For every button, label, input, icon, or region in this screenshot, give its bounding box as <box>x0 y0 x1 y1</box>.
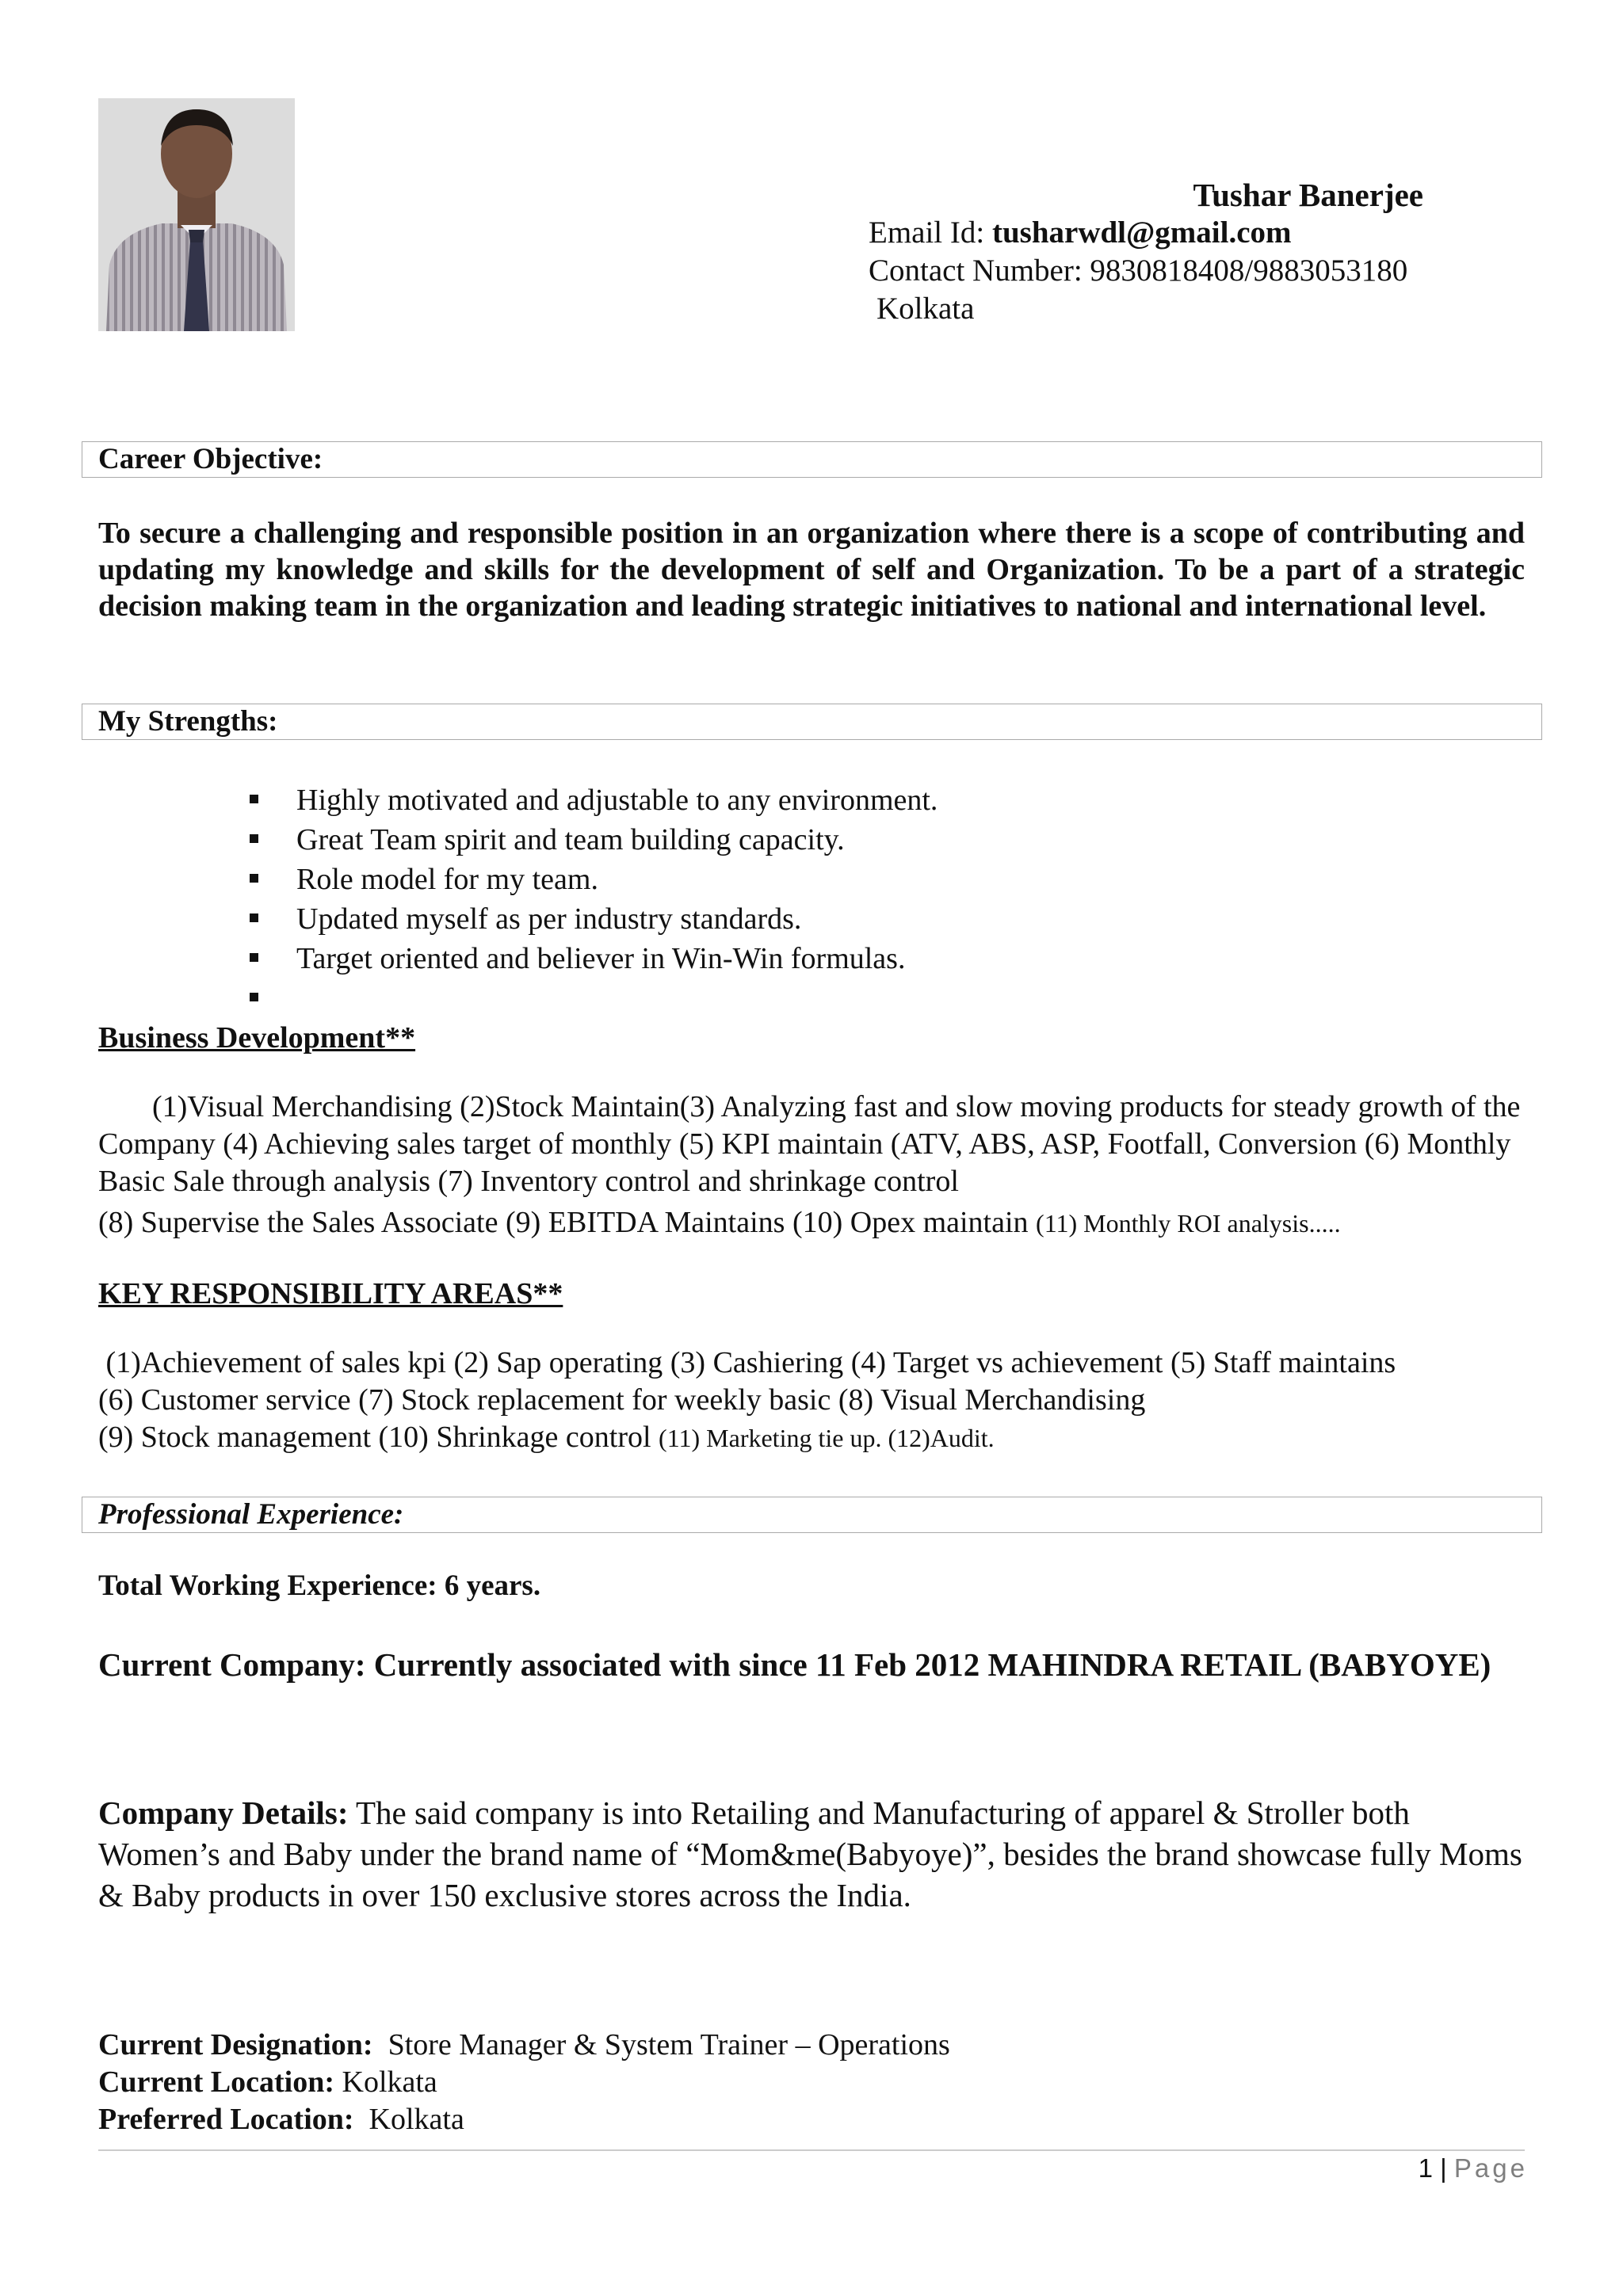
professional-experience-heading: Professional Experience: <box>82 1497 1542 1533</box>
footer-divider <box>98 2149 1525 2151</box>
business-development-text-line2: (8) Supervise the Sales Associate (9) EBITDA Maintains (10) Opex maintain (11) Monthly ROI analysis..... <box>98 1206 1341 1239</box>
career-objective-text: To secure a challenging and responsible position in an organization where there is a scope of contributing and updating my knowledge and skills for the development of self and Organization. To be a part of a strategic decision making team in the organization and leading strategic initiatives to national and international level. <box>98 517 1525 623</box>
page-footer: 1 | Page <box>1418 2153 1528 2183</box>
contact-block <box>869 176 1439 328</box>
current-location: Current Location: Kolkata <box>98 2065 437 2099</box>
business-development-heading: Business Development** <box>98 1021 416 1055</box>
list-item: Great Team spirit and team building capacity. <box>238 820 938 860</box>
current-company: Current Company: Currently associated with since 11 Feb 2012 MAHINDRA RETAIL (BABYOYE) <box>98 1646 1491 1683</box>
email-address[interactable]: tusharwdl@gmail.com <box>991 215 1292 250</box>
list-item: Target oriented and believer in Win-Win formulas. <box>238 939 938 978</box>
company-details: Company Details: The said company is into Retailing and Manufacturing of apparel & Stroller both Women’s and Baby under the brand name of “Mom&me(Babyoye)”, besides the brand showcase fully Moms & Baby products in over 150 exclusive stores across the India. <box>98 1794 1522 1913</box>
strengths-list <box>238 780 938 1018</box>
bullet-icon <box>250 913 258 922</box>
key-responsibility-line1: (1)Achievement of sales kpi (2) Sap operating (3) Cashiering (4) Target vs achievement (5) Staff maintains <box>98 1346 1396 1379</box>
designation-info <box>98 2027 950 2138</box>
preferred-location: Preferred Location: Kolkata <box>98 2103 464 2136</box>
list-item: Updated myself as per industry standards. <box>238 899 938 939</box>
page-number: 1 <box>1418 2153 1433 2183</box>
bullet-icon <box>250 874 258 883</box>
bullet-icon <box>250 795 258 803</box>
company-details-label: Company Details: <box>98 1794 349 1831</box>
bullet-icon <box>250 993 258 1001</box>
list-item <box>238 978 938 1018</box>
strengths-heading: My Strengths: <box>82 704 1542 740</box>
page-label: Page <box>1453 2153 1528 2183</box>
bullet-icon <box>250 834 258 843</box>
email-line: Email Id: tusharwdl@gmail.com <box>869 215 1292 250</box>
contact-number: Contact Number: 9830818408/9883053180 <box>869 254 1408 288</box>
current-designation: Current Designation: Store Manager & System Trainer – Operations <box>98 2028 950 2061</box>
key-responsibility-line2: (6) Customer service (7) Stock replacement for weekly basic (8) Visual Merchandising <box>98 1383 1146 1417</box>
key-responsibility-heading: KEY RESPONSIBILITY AREAS** <box>98 1277 563 1310</box>
candidate-name: Tushar Banerjee <box>1193 177 1423 213</box>
business-development-text: (1)Visual Merchandising (2)Stock Maintain(3) Analyzing fast and slow moving products for steady growth of the Company (4) Achieving sales target of monthly (5) KPI maintain (ATV, ABS, ASP, Footfall, Conversion (6) Monthly Basic Sale through analysis (7) Inventory control and shrinkage control <box>98 1090 1521 1198</box>
city: Kolkata <box>876 292 975 326</box>
career-objective-heading: Career Objective: <box>82 441 1542 478</box>
list-item: Highly motivated and adjustable to any environment. <box>238 780 938 820</box>
profile-photo <box>98 98 295 331</box>
key-responsibility-line3: (9) Stock management (10) Shrinkage control (11) Marketing tie up. (12)Audit. <box>98 1421 995 1454</box>
list-item: Role model for my team. <box>238 860 938 899</box>
bullet-icon <box>250 953 258 962</box>
total-experience: Total Working Experience: 6 years. <box>98 1569 541 1602</box>
